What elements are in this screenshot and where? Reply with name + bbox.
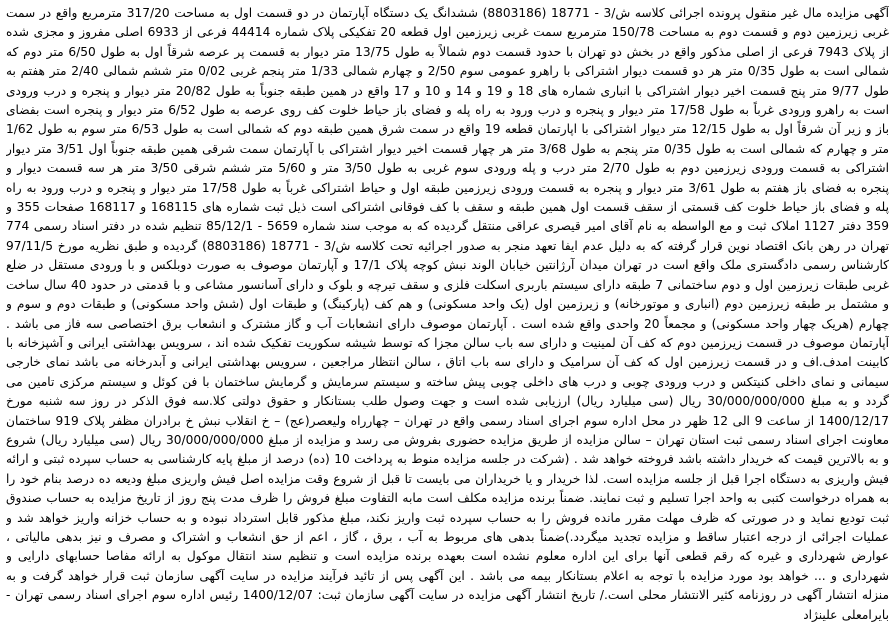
auction-notice-text: آگهی مزایده مال غیر منقول پرونده اجرائی کلاسه ش/3 - 18771 (8803186) ششدانگ یک دستگاه آپارتمان در دو قسمت اول به مساحت 317/20 مترمربع واقع در سمت غربی زیرزمین دوم و قسمت دوم به مساحت 150/78 مترمربع سمت غربی زیرزمین اول قطعه 20 تفکیکی پلاک شماره 44414 فرعی از 6933 اصلی مفروز و مجزی شده از پلاک 7943 فرعی از اصلی مذکور واقع در بخش دو تهران با حدود قسمت دوم شمالاً به طول 13/75 متر دیوار به قسمت پر عرصه شرقاً اول به طول 6/50 متر دوم که شمالی است به طول 0/35 متر هر دو قسمت دیوار اشتراکی با راهرو عمومی سوم 2/50 و چهارم شمالی 1/33 متر پنجم غربی 0/02 متر ششم شمالی 2/40 متر هفتم به طول 9/77 متر پنج قسمت اخیر دیوار اشتراکی با انباری شماره های 18 و 19 و 14 و 10 و 17 واقع در همین طبقه جنوباً به طول 20/82 متر دیوار و پنجره و درب ورودی است به راهرو ورودی غرباً به طول 17/58 متر دیوار و پنجره و درب ورود به راه پله و فضای باز حیاط خلوت کف روی عرصه به طول 6/52 متر دیوار و پنجره است بفضای باز و زیر آن شرقاً اول به طول 12/15 متر دیوار اشتراکی با اپارتمان قطعه 19 واقع در سمت شرق همین طبقه دوم که شمالی است به طول 6/53 متر سوم به طول 1/62 متر و چهارم که شمالی است به طول 0/35 متر پنجم به طول 3/68 متر هر چهار قسمت اخیر دیوار اشتراکی با آپارتمان سمت شرقی همین طبقه جنوباً اول 3/51 متر دیوار اشتراکی به قسمت ورودی زیرزمین دوم به طول 2/70 متر درب و پله ورودی سوم غربی به طول 3/50 متر و 5/60 متر ششم شرقی 3/50 متر هر سه قسمت دیوار و پنجره به فضای باز هفتم به طول 3/61 متر دیوار و پنجره به قسمت ورودی زیرزمین طبقه اول و حیاط اشتراکی غرباً به طول 17/58 متر دیوار و پنجره و درب ورود به راه پله و فضای باز حیاط خلوت کف قسمتی از سقف قسمت اول همین طبقه و سقف با کف فوقانی اشتراکی است ذیل ثبت شماره های 168115 و 168117 صفحات 355 و 359 دفتر 1127 املاک ثبت و مع الواسطه به نام آقای امیر قیصری عراقی منتقل گردیده که به موجب سند شماره 5659 - 85/12/1 تنظیم شده در دفتر اسناد رسمی 774 تهران در رهن بانک اقتصاد نوین قرار گرفته که به دلیل عدم ایفا تعهد منجر به صدور اجرائیه تحت کلاسه ش/3 - 18771 (8803186) گردیده و طبق نظریه مورخ 97/11/5 کارشناس رسمی دادگستری ملک واقع است در تهران میدان آرژانتین خیابان الوند نبش کوچه پلاک 17/1 و آپارتمان موصوف به صورت دوبلکس و با ورودی مستقل در ضلع غربی طبقات زیرزمین اول و دوم ساختمانی 7 طبقه دارای سیستم باربری اسکلت فلزی و سقف تیرچه و بلوک و دارای آسانسور مشاعی و با قدمتی در حدود 40 سال ساخت و مشتمل بر طبقه زیرزمین دوم (انباری و موتورخانه) و زیرزمین اول (یک واحد مسکونی) و هم کف (پارکینگ) و طبقات اول (شش واحد مسکونی) و طبقات دوم و سوم و چهارم (هریک چهار واحد مسکونی) و مجمعاً 20 واحدی واقع شده است . آپارتمان موصوف دارای انشعابات آب و گاز مشترک و انشعاب برق اختصاصی سه فاز می باشد . آپارتمان موصوف در قسمت زیرزمین دوم که کف آن لمینیت و دارای سه باب سالن مجزا که توسط شیشه سکوریت تفکیک شده اند ، سرویس بهداشتی ایرانی و آشپزخانه با کابینت امدف.اف و در قسمت زیرزمین اول که کف آن سرامیک و دارای سه باب اتاق ، سالن انتظار مراجعین ، سرویس بهداشتی ایرانی و آبدرخانه می باشد نمای خارجی سیمانی و نمای داخلی کنیتکس و درب ورودی چوبی و درب های داخلی چوبی پیش ساخته و سیستم سرمایش و گرمایش ساختمان با فن کوئل و سیستم مرکزی تامین می گردد و به مبلغ 30/000/000/000 ریال (سی میلیارد ریال) ارزیابی شده است و جهت وصول طلب بستانکار و حقوق دولتی کلا.سه فوق الذکر در روز سه شنبه مورخ 1400/12/17 از ساعت 9 الی 12 ظهر در محل اداره سوم اجرای اسناد رسمی واقع در تهران – چهارراه ولیعصر(عج) – خ انقلاب نبش خ برادران مظفر پلاک 919 ساختمان معاونت اجرای اسناد رسمی ثبت استان تهران – سالن مزایده از طریق مزایده حضوری بفروش می رسد و مزایده از مبلغ 30/000/000/000 ریال (سی میلیارد ریال) شروع و به بالاترین قیمت که خریدار داشته باشد فروخته خواهد شد . (شرکت در جلسه مزایده منوط به پرداخت 10 (ده) درصد از مبلغ پایه کارشناسی به حساب سپرده ثبتی و ارائه فیش واریزی به دستگاه اجرا قبل از جلسه مزایده است. لذا خریدار و یا خریداران می بایست تا قبل از شروع وقت مزایده اصل فیش واریزی مبلغ ودیعه ده درصد بنام خود را به همراه درخواست کتبی به واحد اجرا تسلیم و ثبت نمایند. ضمناً برنده مزایده مکلف است مابه التفاوت مبلغ فروش را ظرف مدت پنج روز از تاریخ مزایده به حساب صندوق ثبت تودیع نماید و در صورتی که ظرف مهلت مقرر مانده فروش را به حساب سپرده ثبت واریز نکند، مبلغ مذکور قابل استرداد نبوده و به حساب خزانه واریز خواهد شد و عملیات اجرائی از درجه اعتبار ساقط و مزایده تجدید میگردد.)ضمناً بدهی های مربوط به آب ، برق ، گاز ، اعم از حق انشعاب و اشتراک و مصرف و نیز بدهی مالیاتی ، عوارض شهرداری و غیره که رقم قطعی آنها برای این اداره معلوم نشده است بعهده برنده مزایده است و تنظیم سند انتقال موکول به ارائه مفاصا حسابهای دارایی و شهرداری و ... خواهد بود مورد مزایده با توجه به اعلام بستانکار بیمه می باشد . این آگهی پس از تائید فرآیند مزایده در سایت آگهی سازمان ثبت قرار خواهد گرفت و به منزله انتشار آگهی در روزنامه کثیر الانتشار محلی است./ تاریخ انتشار آگهی مزایده در سایت آگهی سازمان ثبت: 1400/12/07 رئیس اداره سوم اجرای اسناد رسمی تهران - بایرامعلی علینژاد	[6, 6, 889, 622]
